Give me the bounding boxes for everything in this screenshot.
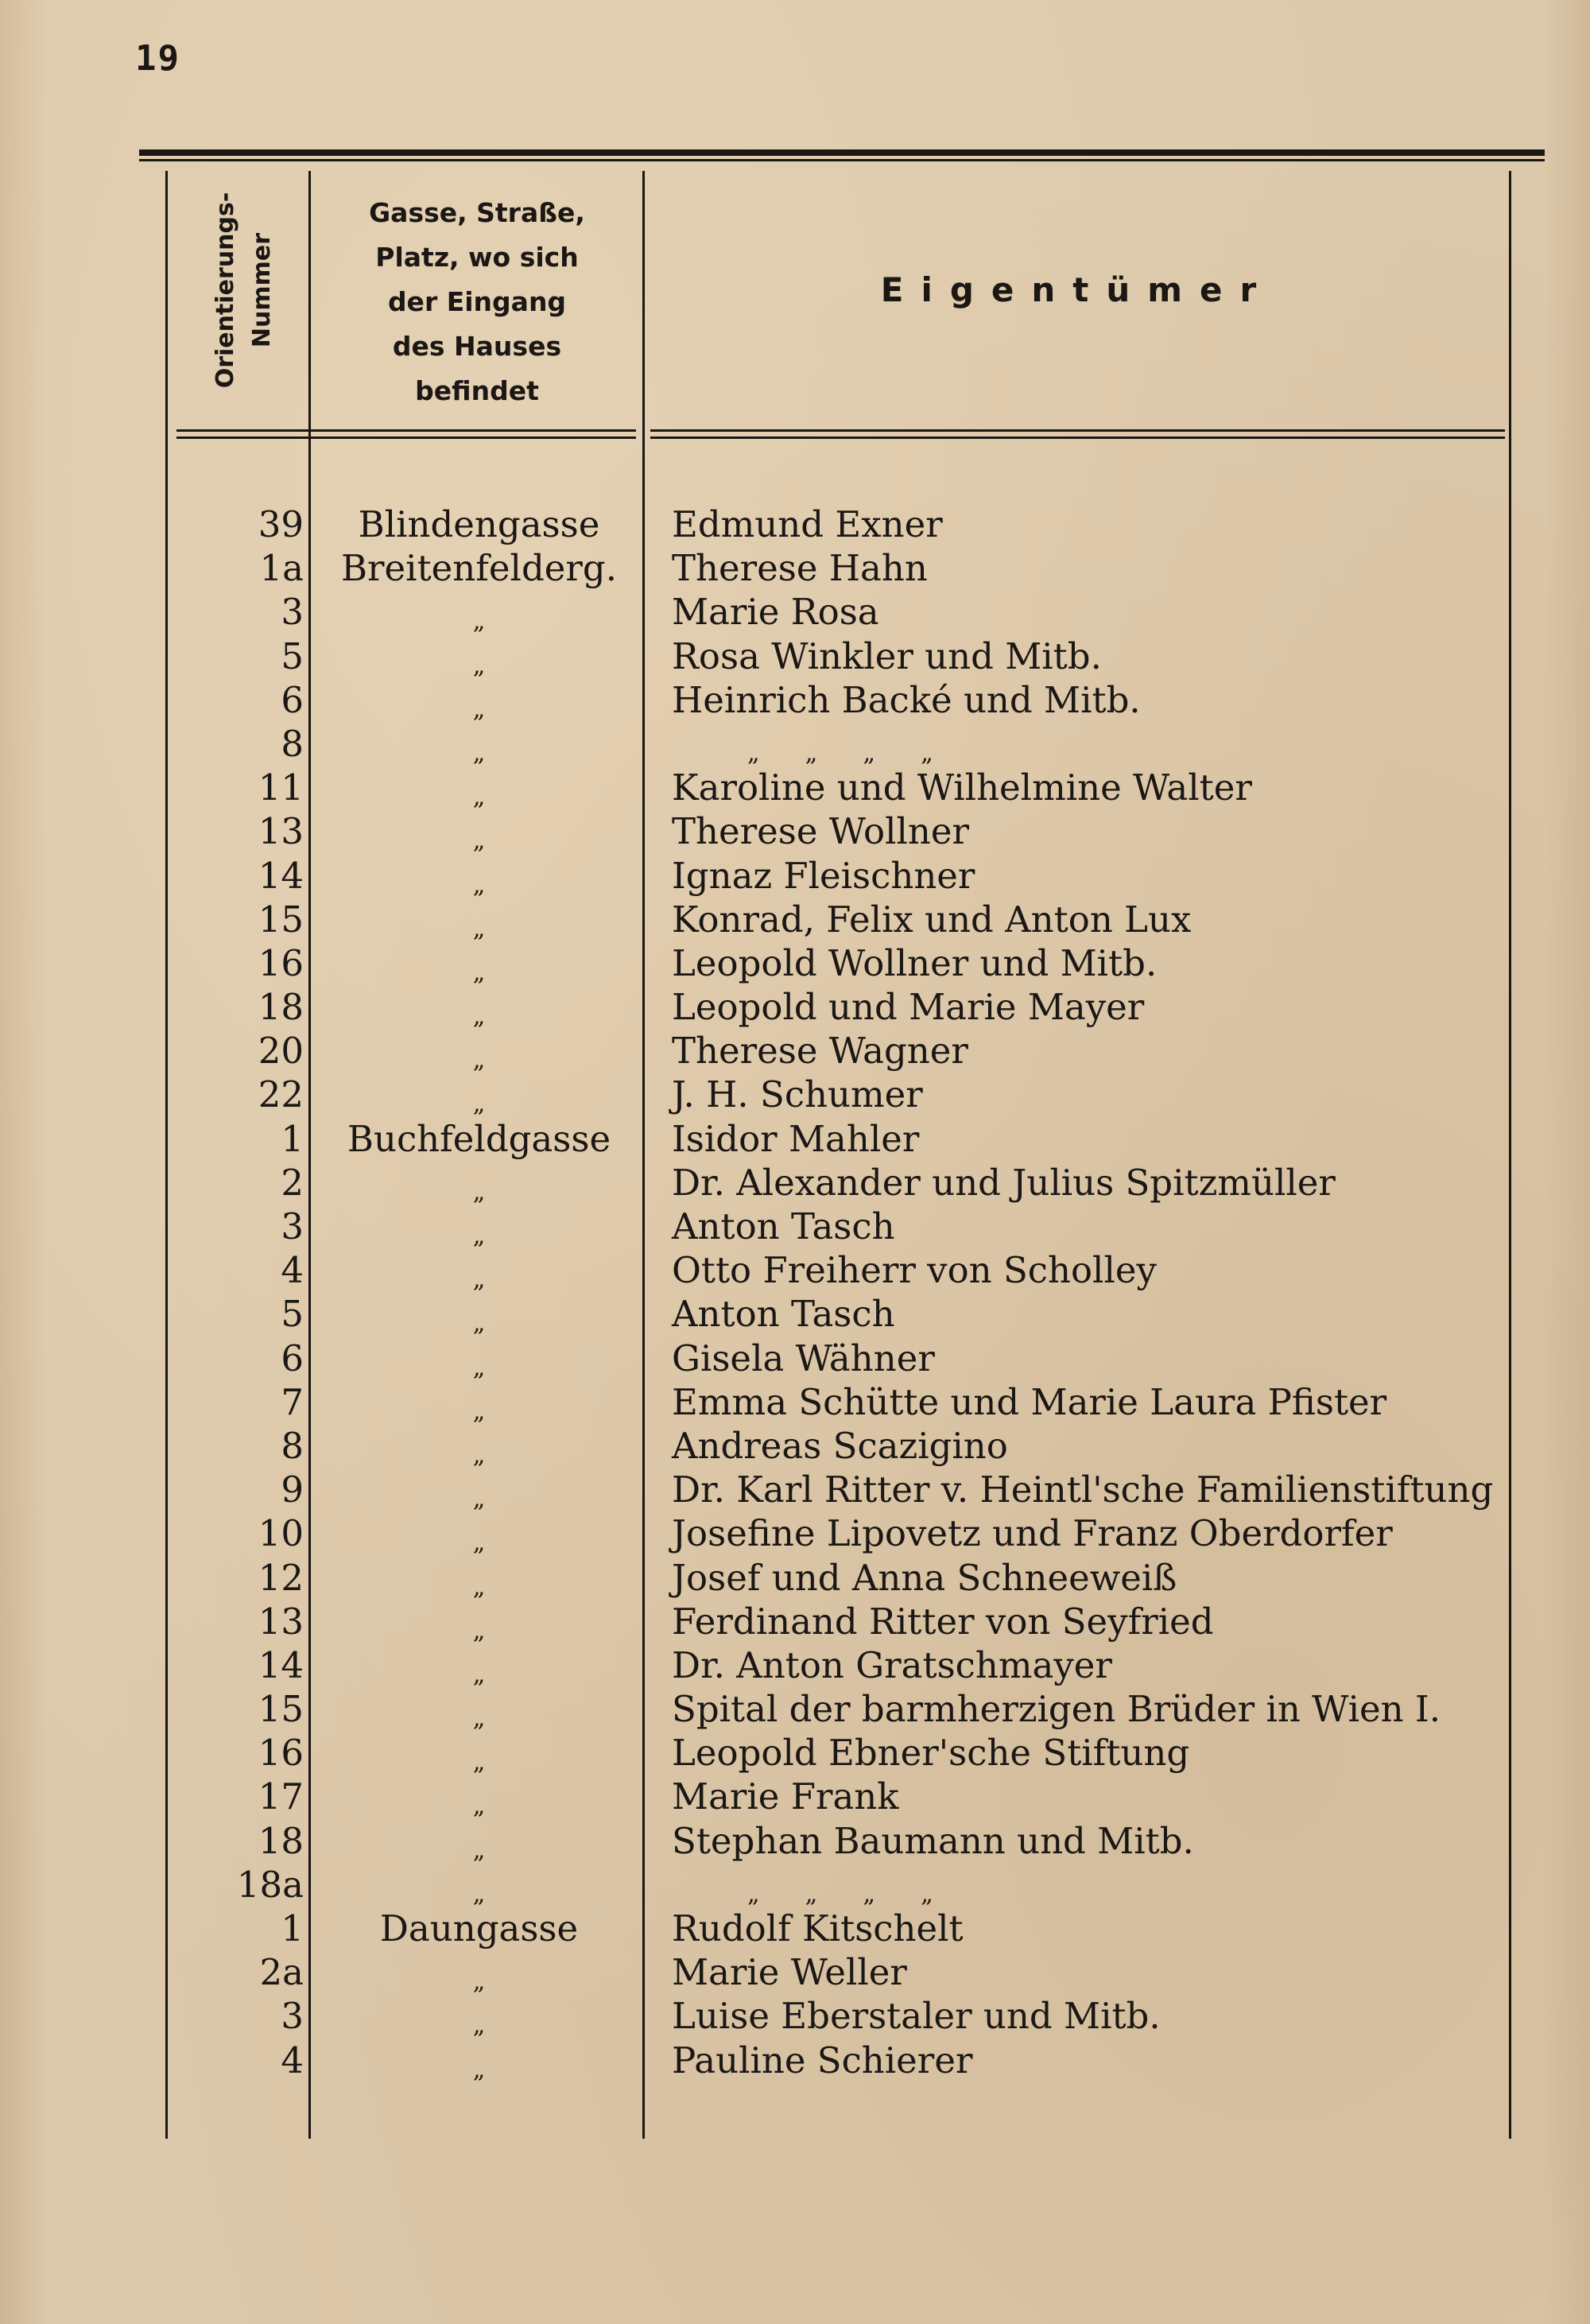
header-number-column: [176, 171, 312, 409]
table-row: [0, 1950, 1590, 1994]
owner-name: Rosa Winkler und Mitb.: [672, 634, 1102, 677]
street-name: „: [472, 1792, 486, 1821]
table-row: [0, 502, 1590, 546]
house-number: 1: [281, 1907, 304, 1950]
house-number: 4: [281, 2039, 304, 2082]
owner-name: Pauline Schierer: [672, 2039, 973, 2082]
street-name: Blindengasse: [358, 503, 600, 545]
house-number: 6: [281, 678, 304, 721]
table-row: [0, 1994, 1590, 2038]
owner-name: Dr. Karl Ritter v. Heintl'sche Familienstiftung: [672, 1469, 1494, 1511]
house-number: 14: [258, 1643, 304, 1686]
street-name: „: [472, 1178, 486, 1206]
house-number: 8: [281, 722, 304, 765]
owner-name: Leopold Ebner'sche Stiftung: [672, 1732, 1190, 1775]
house-number: 14: [258, 854, 304, 897]
owner-name: Spital der barmherzigen Brüder in Wien I.: [672, 1688, 1441, 1731]
owner-name: Therese Wagner: [672, 1030, 968, 1073]
table-row: [0, 1556, 1590, 1600]
owner-name: Edmund Exner: [672, 503, 943, 545]
header-street-line: befindet: [415, 375, 539, 406]
table-row: [0, 1907, 1590, 1950]
street-name: „: [472, 1485, 486, 1514]
house-number: 10: [258, 1512, 304, 1555]
table-row: [0, 1073, 1590, 1119]
street-name: „: [472, 1441, 486, 1469]
table-row: [0, 1292, 1590, 1336]
owner-name: Dr. Alexander und Julius Spitzmüller: [672, 1161, 1336, 1204]
owner-name: „ „ „ „: [747, 1880, 933, 1908]
table-row: [0, 722, 1590, 766]
house-number: 11: [258, 766, 304, 809]
header-street-line: Gasse, Straße,: [369, 197, 585, 228]
street-name: „: [472, 1660, 486, 1689]
owner-name: Marie Frank: [672, 1775, 899, 1818]
table-row: [0, 1029, 1590, 1073]
table-row: [0, 766, 1590, 812]
owner-name: Karoline und Wilhelmine Walter: [672, 766, 1252, 809]
street-name: „: [472, 1705, 486, 1733]
house-number: 1: [281, 1117, 304, 1160]
street-name: „: [472, 607, 486, 636]
table-row: [0, 2039, 1590, 2082]
top-rule-thick: [139, 149, 1545, 156]
owner-name: Anton Tasch: [672, 1205, 895, 1247]
house-number: 15: [258, 898, 304, 941]
header-rule-left-top: [176, 429, 636, 432]
street-name: „: [472, 1529, 486, 1558]
header-rule-right-bottom: [650, 436, 1505, 439]
house-number: 20: [258, 1030, 304, 1073]
house-number: 7: [281, 1380, 304, 1423]
header-street-line: der Eingang: [387, 286, 567, 317]
house-number: 12: [258, 1556, 304, 1599]
street-name: „: [472, 2012, 486, 2040]
house-number: 18: [258, 1819, 304, 1862]
table-row: [0, 1205, 1590, 1248]
owner-name: Leopold Wollner und Mitb.: [672, 941, 1158, 984]
street-name: „: [472, 1090, 486, 1119]
street-name: Daungasse: [379, 1907, 579, 1950]
house-number: 9: [281, 1469, 304, 1511]
street-name: „: [472, 739, 486, 767]
table-row: [0, 1337, 1590, 1380]
table-row: [0, 1424, 1590, 1468]
owner-name: „ „ „ „: [747, 739, 933, 767]
house-number: 16: [258, 1732, 304, 1775]
table-row: [0, 1731, 1590, 1775]
house-number: 6: [281, 1337, 304, 1379]
owner-name: Rudolf Kitschelt: [672, 1907, 964, 1950]
street-name: „: [472, 1309, 486, 1338]
street-name: „: [472, 871, 486, 899]
owner-name: Andreas Scazigino: [672, 1424, 1008, 1467]
table-row: [0, 898, 1590, 941]
street-name: „: [472, 1880, 486, 1908]
table-row: [0, 1248, 1590, 1292]
house-number: 1a: [259, 547, 304, 590]
house-number: 16: [258, 941, 304, 984]
street-name: „: [472, 1353, 486, 1382]
street-name: „: [472, 1748, 486, 1777]
table-row: [0, 1161, 1590, 1205]
street-name: „: [472, 1046, 486, 1075]
table-row: [0, 854, 1590, 898]
header-rule-left-bottom: [176, 436, 636, 439]
table-row: [0, 1511, 1590, 1558]
owner-name: Ferdinand Ritter von Seyfried: [672, 1600, 1214, 1643]
house-number: 39: [258, 503, 304, 545]
table-row: [0, 1380, 1590, 1424]
owner-name: Emma Schütte und Marie Laura Pfister: [672, 1380, 1387, 1423]
owner-name: Therese Hahn: [672, 547, 928, 590]
owner-name: Konrad, Felix und Anton Lux: [672, 898, 1192, 941]
owner-name: Anton Tasch: [672, 1293, 895, 1336]
table-row: [0, 1643, 1590, 1687]
house-number: 13: [258, 810, 304, 853]
top-rule-thin: [139, 159, 1545, 161]
owner-name: Josef und Anna Schneeweiß: [672, 1556, 1177, 1599]
house-number: 3: [281, 591, 304, 634]
owner-name: Dr. Anton Gratschmayer: [672, 1643, 1112, 1686]
street-name: „: [472, 1573, 486, 1601]
street-name: „: [472, 1266, 486, 1294]
house-number: 4: [281, 1249, 304, 1292]
table-row: [0, 546, 1590, 590]
owner-name: Josefine Lipovetz und Franz Oberdorfer: [672, 1512, 1393, 1555]
owner-name: J. H. Schumer: [672, 1073, 923, 1116]
owner-name: Gisela Wähner: [672, 1337, 935, 1379]
street-name: „: [472, 1222, 486, 1250]
house-number: 2: [281, 1161, 304, 1204]
owner-name: Marie Weller: [672, 1951, 907, 1994]
table-row: [0, 1600, 1590, 1643]
table-row: [0, 941, 1590, 985]
table-row: [0, 1687, 1590, 1731]
house-number: 13: [258, 1600, 304, 1643]
house-number: 5: [281, 1293, 304, 1336]
header-street-column: [314, 191, 640, 413]
owner-name: Marie Rosa: [672, 591, 879, 634]
owner-name: Stephan Baumann und Mitb.: [672, 1819, 1194, 1862]
street-name: Buchfeldgasse: [347, 1117, 611, 1160]
house-number: 18a: [236, 1863, 304, 1906]
header-number-line1: Orientierungs-: [211, 192, 239, 389]
street-name: „: [472, 1836, 486, 1864]
owner-name: Leopold und Marie Mayer: [672, 986, 1145, 1029]
street-name: „: [472, 1968, 486, 1996]
owner-name: Heinrich Backé und Mitb.: [672, 678, 1141, 721]
table-row: [0, 809, 1590, 853]
house-number: 3: [281, 1995, 304, 2038]
table-row: [0, 1775, 1590, 1821]
house-number: 18: [258, 986, 304, 1029]
owner-name: Otto Freiherr von Scholley: [672, 1249, 1157, 1292]
street-name: „: [472, 827, 486, 855]
owner-name: Ignaz Fleischner: [672, 854, 975, 897]
table-row: [0, 1117, 1590, 1161]
header-owner-column: Eigentümer: [880, 270, 1274, 309]
street-name: „: [472, 1003, 486, 1031]
header-street-line: des Hauses: [392, 331, 562, 362]
street-name: Breitenfelderg.: [340, 547, 618, 590]
table-row: [0, 1819, 1590, 1863]
street-name: „: [472, 1397, 486, 1426]
table-row: [0, 590, 1590, 634]
street-name: „: [472, 1616, 486, 1645]
table-row: [0, 678, 1590, 722]
page-number: 19: [135, 38, 180, 79]
street-name: „: [472, 695, 486, 724]
owner-table-body: [0, 502, 1590, 2082]
table-row: [0, 634, 1590, 678]
header-number-line2: Nummer: [248, 232, 276, 348]
street-name: „: [472, 914, 486, 943]
street-name: „: [472, 958, 486, 987]
header-street-line: Platz, wo sich: [375, 242, 579, 273]
house-number: 22: [258, 1073, 304, 1116]
street-name: „: [472, 651, 486, 680]
house-number: 15: [258, 1688, 304, 1731]
house-number: 8: [281, 1424, 304, 1467]
house-number: 17: [258, 1775, 304, 1818]
owner-name: Isidor Mahler: [672, 1117, 920, 1160]
owner-name: Therese Wollner: [672, 810, 969, 853]
table-row: [0, 985, 1590, 1029]
street-name: „: [472, 783, 486, 812]
table-row: [0, 1863, 1590, 1907]
street-name: „: [472, 2055, 486, 2084]
house-number: 3: [281, 1205, 304, 1247]
header-rule-right-top: [650, 429, 1505, 432]
owner-name: Luise Eberstaler und Mitb.: [672, 1995, 1161, 2038]
table-row: [0, 1468, 1590, 1514]
house-number: 2a: [259, 1951, 304, 1994]
house-number: 5: [281, 634, 304, 677]
